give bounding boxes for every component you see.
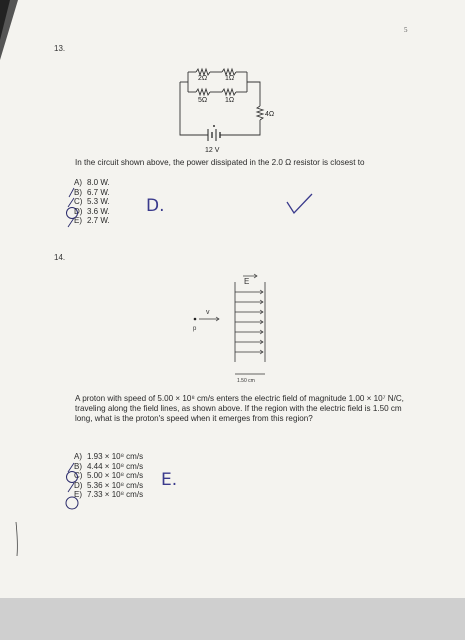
r-top-left-label: 2Ω [198,75,208,82]
question-13-number: 13. [54,44,66,53]
q14-choice-e[interactable]: E) 7.33 × 10⁸ cm/s [74,490,144,500]
r-mid-right-label: 1Ω [225,97,235,104]
q13-circuit-diagram [170,60,300,160]
page-number: 5 [404,26,408,34]
battery-label: 12 V [205,147,220,154]
proton-label: p [193,326,197,332]
q14-choice-b[interactable]: B) 4.44 × 10⁸ cm/s [74,461,144,471]
r-mid-left-label: 5Ω [198,97,208,104]
q13-choice-e[interactable]: E) 2.7 W. [74,216,110,226]
r-top-right-label: 1Ω [225,75,235,82]
q13-choice-c[interactable]: C) 5.3 W. [74,197,110,207]
q13-handwritten-answer: D. [146,196,165,216]
q14-field-diagram [185,262,285,387]
check-mark-icon [285,192,315,217]
q13-choice-a[interactable]: A) 8.0 W. [74,178,110,187]
q13-choice-d[interactable]: D) 3.6 W. [74,206,110,216]
q13-choice-b[interactable]: B) 6.7 W. [74,187,110,197]
length-label: 1.50 cm [237,378,255,384]
q14-choice-c[interactable]: C) 5.00 × 10⁸ cm/s [74,471,144,481]
q14-choice-a[interactable]: A) 1.93 × 10⁸ cm/s [74,452,144,461]
scan-bottom-band [0,598,465,640]
q14-choice-d[interactable]: D) 5.36 × 10⁸ cm/s [74,480,144,490]
q13-pen-marks [60,175,90,235]
margin-pen-mark [10,520,25,560]
velocity-label: v [206,309,210,316]
scan-corner-shadow [0,0,40,80]
q14-stem: A proton with speed of 5.00 × 10⁸ cm/s enters the electric field of magnitude 1.00 × 10⁷ N/C, traveling along the field lines, as shown above. If the region with the electric field is 1.50 cm long, what is the proton's speed when it emerges from this region? [75,394,404,423]
field-label: E [244,277,250,286]
q14-pen-marks [60,450,90,510]
q13-stem: In the circuit shown above, the power dissipated in the 2.0 Ω resistor is closest to [75,158,365,167]
q14-handwritten-answer: E. [161,470,178,490]
r-right-label: 4Ω [265,111,275,118]
question-14-number: 14. [54,253,66,262]
